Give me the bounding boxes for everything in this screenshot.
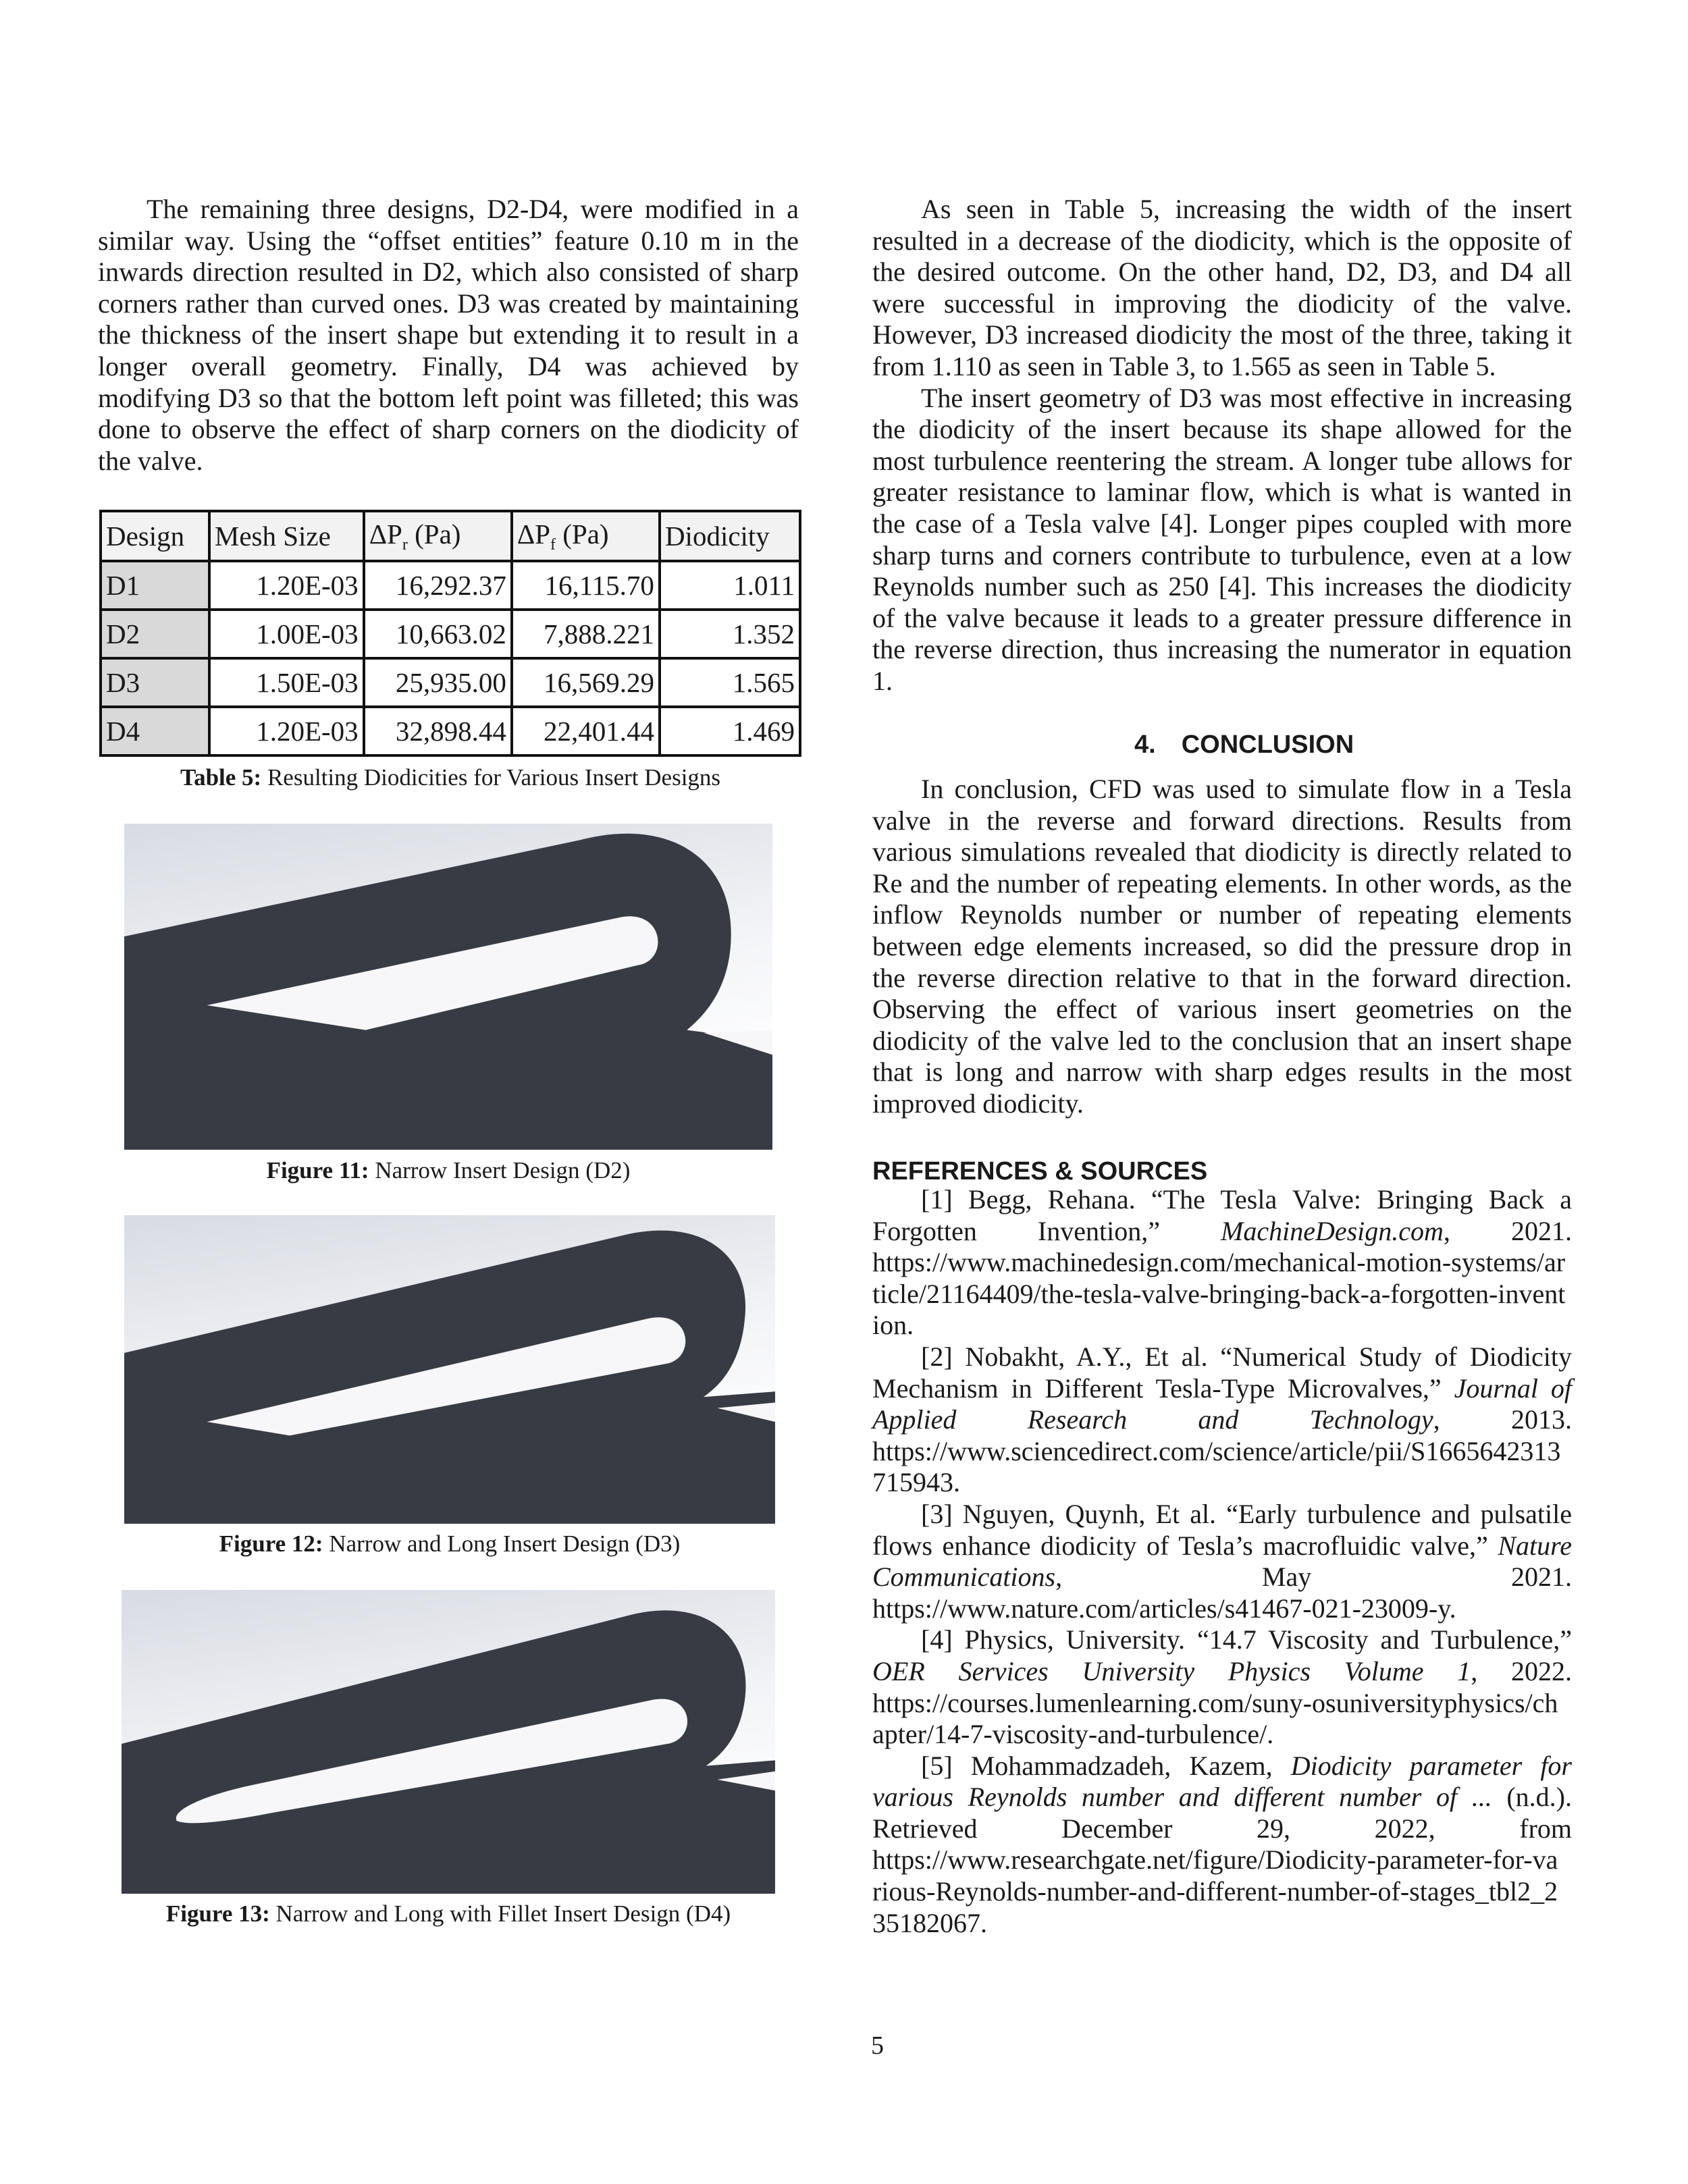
header-text: ΔP	[369, 518, 402, 550]
header-text: Mesh Size	[214, 521, 331, 552]
italic-segment: Diodicity parameter for	[1290, 1750, 1572, 1781]
text-segment: inwards direction resulted in D2, which also consisted of sharp	[98, 257, 799, 288]
text-line	[872, 571, 1572, 603]
text-segment: Reynolds number such as 250 [4]. This increases the diodicity	[872, 571, 1572, 602]
table-header-row	[101, 511, 800, 561]
text-line	[872, 540, 1572, 572]
text-segment: ticle/21164409/the-tesla-valve-bringing-back-a-forgotten-invent	[872, 1278, 1566, 1309]
caption-label: Table 5:	[180, 764, 262, 791]
text-segment: the reverse direction relative to that in the forward direction.	[872, 962, 1572, 993]
text-segment: Observing the effect of various insert geometries on the	[872, 994, 1572, 1025]
text-segment: 715943.	[872, 1467, 960, 1498]
caption-label: Figure 12:	[219, 1530, 323, 1557]
results-table	[99, 510, 801, 757]
table-header-cell	[512, 511, 660, 561]
caption-label: Figure 11:	[266, 1157, 369, 1183]
text-segment: modifying D3 so that the bottom left point was filleted; this was	[98, 382, 799, 413]
text-line	[872, 868, 1572, 900]
references-heading: REFERENCES & SOURCES	[872, 1157, 1208, 1186]
text-segment: most turbulence reentering the stream. A longer tube allows for	[872, 445, 1572, 476]
table-cell: 1.20E-03	[209, 561, 364, 610]
table-cell: 16,292.37	[364, 561, 512, 610]
text-segment: similar way. Using the “offset entities” feature 0.10 m in the	[98, 225, 799, 256]
text-line	[872, 319, 1572, 351]
text-segment: longer overall geometry. Finally, D4 was achieved by	[98, 350, 799, 381]
italic-segment: Journal of	[1454, 1373, 1572, 1404]
caption-label: Figure 13:	[165, 1900, 270, 1927]
text-line	[872, 1562, 1572, 1593]
text-line	[872, 931, 1572, 963]
text-line	[872, 1026, 1572, 1057]
text-segment: that is long and narrow with sharp edges results in the most	[872, 1057, 1572, 1088]
italic-segment: various Reynolds number and different number of ...	[872, 1782, 1492, 1813]
text-line	[872, 414, 1572, 446]
text-segment: The insert geometry of D3 was most effective in increasing	[921, 382, 1572, 413]
header-subscript: r	[402, 536, 408, 554]
text-segment: 35182067.	[872, 1907, 987, 1938]
figure-11-caption	[124, 1157, 772, 1184]
text-segment: the diodicity of the insert because its shape allowed for the	[872, 414, 1572, 445]
text-segment: sharp turns and corners contribute to turbulence, even at a low	[872, 539, 1572, 570]
header-unit: (Pa)	[555, 518, 609, 550]
table-header-cell	[660, 511, 800, 561]
text-segment: In conclusion, CFD was used to simulate flow in a Tesla	[921, 774, 1572, 804]
text-segment: Mechanism in Different Tesla-Type Microvalves,”	[872, 1373, 1454, 1404]
text-line	[872, 963, 1572, 994]
table-cell: 32,898.44	[364, 707, 512, 755]
text-line	[872, 1844, 1572, 1876]
header-text: Diodicity	[664, 521, 770, 552]
text-segment: valve in the reverse and forward directions. Results from	[872, 805, 1572, 836]
header-text: ΔP	[517, 518, 550, 550]
text-line	[872, 634, 1572, 666]
text-line	[98, 257, 799, 288]
caption-text: Narrow and Long with Fillet Insert Design (D4)	[269, 1900, 731, 1927]
text-segment: of the valve because it leads to a greater pressure difference in	[872, 602, 1572, 633]
table-cell: 1.011	[660, 561, 800, 610]
text-line	[872, 1216, 1572, 1248]
text-line	[872, 666, 1572, 697]
text-segment: flows enhance diodicity of Tesla’s macrofluidic valve,”	[872, 1530, 1498, 1561]
text-line	[872, 1436, 1572, 1468]
table-header-cell	[364, 511, 512, 561]
text-segment: (n.d.).	[1492, 1782, 1572, 1813]
conclusion-body	[872, 774, 1572, 1120]
text-segment: Forgotten Invention,”	[872, 1215, 1221, 1246]
text-segment: corners rather than curved ones. D3 was created by maintaining	[98, 288, 799, 319]
table-cell: 16,569.29	[512, 658, 660, 707]
text-line	[872, 1876, 1572, 1908]
table-cell: D2	[101, 610, 209, 658]
text-line	[872, 836, 1572, 868]
table-caption	[99, 764, 801, 791]
text-line	[98, 225, 799, 257]
text-segment: were successful in improving the diodicity of the valve.	[872, 288, 1572, 319]
text-segment: rious-Reynolds-number-and-different-number-of-stages_tbl2_2	[872, 1876, 1558, 1907]
references-list	[872, 1184, 1572, 1939]
text-line	[872, 1247, 1572, 1279]
text-segment: The remaining three designs, D2-D4, were modified in a	[147, 194, 799, 224]
text-segment: various simulations revealed that diodicity is directly related to	[872, 836, 1572, 868]
table-cell: 7,888.221	[512, 610, 660, 658]
figure-13-image	[122, 1590, 775, 1894]
table-cell: 1.469	[660, 707, 800, 755]
text-line	[872, 194, 1572, 225]
table-cell: D4	[101, 707, 209, 755]
caption-text: Narrow Insert Design (D2)	[369, 1157, 631, 1183]
text-line	[872, 1688, 1572, 1720]
text-line	[872, 1656, 1572, 1688]
table-cell: D1	[101, 561, 209, 610]
header-text: Design	[106, 521, 185, 552]
text-line	[98, 351, 799, 383]
text-line	[872, 1499, 1572, 1530]
italic-segment: Nature	[1498, 1530, 1572, 1561]
table-cell: 1.565	[660, 658, 800, 707]
italic-segment: OER Services University Physics Volume 1	[872, 1655, 1471, 1686]
table-cell: 10,663.02	[364, 610, 512, 658]
text-segment: However, D3 increased diodicity the most of the three, taking it	[872, 319, 1572, 350]
section-title: CONCLUSION	[1181, 730, 1354, 759]
text-segment: the case of a Tesla valve [4]. Longer pipes coupled with more	[872, 508, 1572, 539]
italic-segment: Applied Research and Technology	[872, 1404, 1433, 1435]
table-row	[101, 707, 800, 755]
text-line	[872, 1719, 1572, 1751]
text-segment: https://www.machinedesign.com/mechanical-motion-systems/ar	[872, 1247, 1566, 1278]
text-line	[872, 899, 1572, 931]
text-segment: from 1.110 as seen in Table 3, to 1.565 as seen in Table 5.	[872, 350, 1496, 381]
table-header-cell	[209, 511, 364, 561]
text-segment: ion.	[872, 1310, 914, 1341]
figure-13-caption	[122, 1900, 775, 1927]
text-line	[872, 805, 1572, 837]
text-line	[872, 1310, 1572, 1341]
text-line	[872, 774, 1572, 805]
caption-text: Narrow and Long Insert Design (D3)	[323, 1530, 681, 1557]
text-line	[872, 446, 1572, 477]
caption-text: Resulting Diodicities for Various Insert Designs	[261, 764, 721, 791]
text-segment: diodicity of the valve led to the conclusion that an insert shape	[872, 1025, 1572, 1056]
text-line	[872, 508, 1572, 540]
italic-segment: Communications	[872, 1562, 1056, 1593]
text-segment: 1.	[872, 665, 893, 696]
text-line	[872, 994, 1572, 1026]
table-cell: 1.352	[660, 610, 800, 658]
table-cell: D3	[101, 658, 209, 707]
text-line	[872, 225, 1572, 257]
table-cell: 1.00E-03	[209, 610, 364, 658]
text-line	[98, 194, 799, 225]
text-segment: [5] Mohammadzadeh, Kazem,	[921, 1750, 1291, 1781]
text-line	[872, 1467, 1572, 1499]
text-line	[872, 1813, 1572, 1845]
text-segment: , 2021.	[1443, 1215, 1572, 1246]
text-line	[872, 1373, 1572, 1405]
text-line	[98, 288, 799, 320]
text-segment: [2] Nobakht, A.Y., Et al. “Numerical Study of Diodicity	[921, 1341, 1572, 1372]
right-column-body	[872, 194, 1572, 697]
text-line	[872, 1908, 1572, 1940]
text-line	[872, 1341, 1572, 1373]
text-segment: [3] Nguyen, Quynh, Et al. “Early turbulence and pulsatile	[921, 1498, 1572, 1529]
figure-12-caption	[124, 1530, 775, 1557]
text-line	[872, 1530, 1572, 1562]
text-segment: the reverse direction, thus increasing the numerator in equation	[872, 634, 1572, 665]
figure-12-image	[124, 1215, 775, 1524]
text-segment: resulted in a decrease of the diodicity, which is the opposite of	[872, 225, 1572, 256]
text-segment: , May 2021.	[1055, 1562, 1572, 1593]
text-line	[872, 257, 1572, 288]
text-segment: https://www.nature.com/articles/s41467-021-23009-y.	[872, 1593, 1456, 1624]
text-segment: the thickness of the insert shape but extending it to result in a	[98, 319, 799, 350]
page-number: 5	[871, 2031, 884, 2060]
conclusion-heading	[1134, 730, 1354, 760]
table-cell: 1.20E-03	[209, 707, 364, 755]
text-line	[872, 351, 1572, 383]
text-line	[872, 383, 1572, 415]
left-column-body	[98, 194, 799, 477]
text-segment: done to observe the effect of sharp corners on the diodicity of	[98, 414, 799, 445]
text-line	[872, 1751, 1572, 1782]
text-segment: inflow Reynolds number or number of repeating elements	[872, 899, 1572, 930]
text-line	[872, 288, 1572, 320]
text-line	[872, 1593, 1572, 1625]
text-segment: , 2022.	[1471, 1655, 1573, 1686]
text-segment: [1] Begg, Rehana. “The Tesla Valve: Bringing Back a	[921, 1184, 1572, 1215]
text-segment: https://courses.lumenlearning.com/suny-osuniversityphysics/ch	[872, 1687, 1558, 1718]
text-line	[872, 1088, 1572, 1120]
table-cell: 22,401.44	[512, 707, 660, 755]
header-unit: (Pa)	[407, 518, 461, 550]
text-segment: greater resistance to laminar flow, which is what is wanted in	[872, 477, 1572, 508]
text-line	[98, 319, 799, 351]
text-segment: , 2013.	[1433, 1404, 1572, 1435]
table-header-cell	[101, 511, 209, 561]
table-cell: 1.50E-03	[209, 658, 364, 707]
text-line	[872, 477, 1572, 508]
text-line	[872, 1782, 1572, 1813]
text-line	[872, 603, 1572, 635]
text-segment: between edge elements increased, so did the pressure drop in	[872, 930, 1572, 961]
text-line	[98, 446, 799, 477]
text-segment: https://www.researchgate.net/figure/Diodicity-parameter-for-va	[872, 1844, 1558, 1875]
header-subscript: f	[550, 536, 556, 554]
text-segment: As seen in Table 5, increasing the width of the insert	[921, 194, 1572, 224]
text-line	[872, 1057, 1572, 1088]
table-cell: 16,115.70	[512, 561, 660, 610]
table-row	[101, 561, 800, 610]
table-row	[101, 610, 800, 658]
text-segment: apter/14-7-viscosity-and-turbulence/.	[872, 1719, 1274, 1750]
text-segment: [4] Physics, University. “14.7 Viscosity and Turbulence,”	[921, 1624, 1572, 1655]
table-cell: 25,935.00	[364, 658, 512, 707]
text-line	[872, 1624, 1572, 1656]
text-line	[872, 1404, 1572, 1436]
italic-segment: MachineDesign.com	[1221, 1215, 1444, 1246]
table-row	[101, 658, 800, 707]
text-segment: Retrieved December 29, 2022, from	[872, 1813, 1572, 1844]
text-segment: https://www.sciencedirect.com/science/article/pii/S1665642313	[872, 1435, 1561, 1466]
text-segment: the valve.	[98, 445, 203, 476]
section-number: 4.	[1134, 730, 1156, 759]
text-segment: Re and the number of repeating elements. In other words, as the	[872, 868, 1572, 899]
text-line	[98, 414, 799, 446]
text-line	[872, 1184, 1572, 1216]
figure-11-image	[124, 824, 772, 1150]
text-line	[872, 1279, 1572, 1310]
text-segment: the desired outcome. On the other hand, D2, D3, and D4 all	[872, 257, 1572, 288]
text-segment: improved diodicity.	[872, 1088, 1084, 1119]
text-line	[98, 383, 799, 415]
